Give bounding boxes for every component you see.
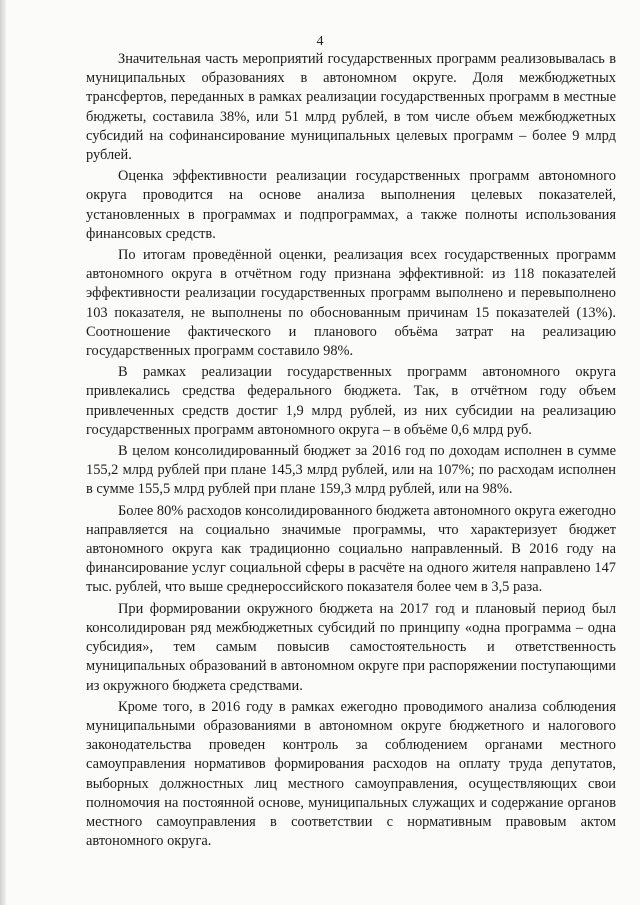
paragraph: По итогам проведённой оценки, реализация всех государственных программ автономного округа в отчётном году признана эффективной: из 118 показателей эффективности реализации государственных программ выполнено и перевыполнено 103 показателя, не выполнены по обоснованным причинам 15 показателей (13%). Соотношение фактического и планового объёма затрат на реализацию государственных программ составило 98%. (86, 247, 616, 360)
paragraph: В рамках реализации государственных программ автономного округа привлекались средства федерального бюджета. Так, в отчётном году объем привлеченных средств достиг 1,9 млрд рублей, из них субсидии на реализацию государственных программ автономного округа – в объёме 0,6 млрд руб. (86, 364, 616, 438)
paragraph: При формировании окружного бюджета на 2017 год и плановый период был консолидирован ряд межбюджетных субсидий по принципу «одна программа – одна субсидия», тем самым повысив самостоятельность и ответственность муниципальных образований в автономном округе при распоряжении поступающими из окружного бюджета средствами. (86, 600, 616, 694)
paragraph: Значительная часть мероприятий государственных программ реализовывалась в муниципальных образованиях в автономном округе. Доля межбюджетных трансфертов, переданных в рамках реализации государственных программ в местные бюджеты, составила 38%, или 51 млрд рублей, в том числе объем межбюджетных субсидий на софинансирование муниципальных целевых программ – более 9 млрд рублей. (86, 51, 616, 164)
scan-edge-shadow (0, 0, 6, 905)
paragraph: Оценка эффективности реализации государственных программ автономного округа проводится на основе анализа выполнения целевых показателей, установленных в программах и подпрограммах, а также полноты использования финансовых средств. (86, 168, 616, 242)
document-body (86, 50, 616, 853)
page-number: 4 (316, 34, 324, 49)
paragraph: В целом консолидированный бюджет за 2016 год по доходам исполнен в сумме 155,2 млрд рублей при плане 145,3 млрд рублей, или на 107%; по расходам исполнен в сумме 155,5 млрд рублей при плане 159,3 млрд рублей, или на 98%. (86, 443, 616, 498)
paragraph: Более 80% расходов консолидированного бюджета автономного округа ежегодно направляется на социально значимые программы, что характеризует бюджет автономного округа как традиционно социально направленный. В 2016 году на финансирование услуг социальной сферы в расчёте на одного жителя направлено 147 тыс. рублей, что выше среднероссийского показателя более чем в 3,5 раза. (86, 502, 616, 596)
paragraph: Кроме того, в 2016 году в рамках ежегодно проводимого анализа соблюдения муниципальными образованиями в автономном округе бюджетного и налогового законодательства проведен контроль за соблюдением органами местного самоуправления нормативов формирования расходов на оплату труда депутатов, выборных должностных лиц местного самоуправления, осуществляющих свои полномочия на постоянной основе, муниципальных служащих и содержание органов местного самоуправления в соответствии с нормативным правовым актом автономного округа. (86, 698, 616, 850)
